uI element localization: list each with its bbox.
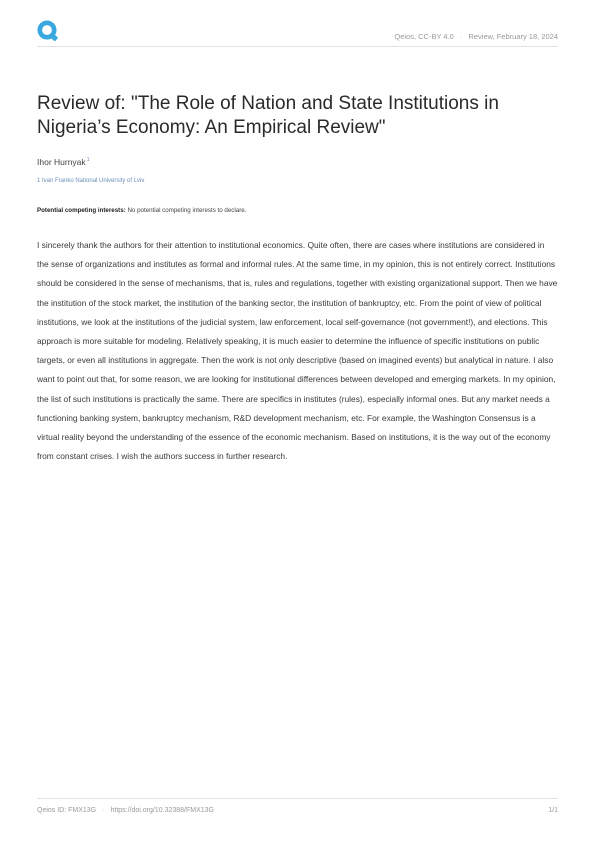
publisher-license: Qeios, CC-BY 4.0 bbox=[394, 32, 454, 41]
qeios-logo-icon[interactable] bbox=[37, 20, 59, 42]
page-title: Review of: "The Role of Nation and State Institutions in Nigeria’s Economy: An Empirical Review" bbox=[37, 93, 499, 138]
author-line bbox=[37, 157, 90, 167]
competing-interests-text: No potential competing interests to declare. bbox=[127, 207, 247, 214]
review-date: Review, February 18, 2024 bbox=[468, 32, 558, 41]
header-separator: · bbox=[459, 32, 463, 41]
qeios-id: Qeios ID: FMX13G bbox=[37, 807, 97, 814]
doi-link[interactable]: https://doi.org/10.32388/FMX13G bbox=[110, 807, 214, 814]
footer-separator: · bbox=[102, 807, 105, 814]
page-footer bbox=[37, 798, 558, 814]
affiliation-mark: 1 bbox=[86, 157, 90, 163]
author-name[interactable]: Ihor Hurnyak bbox=[37, 157, 86, 167]
header-meta bbox=[394, 32, 558, 41]
review-body: I sincerely thank the authors for their attention to institutional economics. Quite often, there are cases where institutions are considered in the sense of organizations and institutes as formal and informal rules. At the same time, in my opinion, this is not entirely correct. Institutions should be considered in the sense of mechanisms, that is, rules and regulations, together with existing organizational support. Then we have the institution of the stock market, the institution of the banking sector, the institution of bankruptcy, etc. From the point of view of political institutions, we look at the institutions of the judicial system, law enforcement, local self-governance (not government!), and elections. This approach is more suitable for modeling. Relatively speaking, it is much easier to determine the influence of specific institutions on public targets, or even all institutions in aggregate. Then the work is not only descriptive (based on imagined events) but analytical in nature. I also want to point out that, for some reason, we are looking for institutional differences between developed and emerging markets. In my opinion, the list of such institutions is practically the same. There are specifics in institutes (rules), especially informal ones. But any market needs a functioning banking system, bankruptcy mechanism, R&D development mechanism, etc. For example, the Washington Consensus is a virtual reality beyond the understanding of the essence of the economic mechanism. Based on institutions, it is the way out of the economy from constant crises. I wish the authors success in further research. bbox=[37, 240, 558, 462]
affiliation: 1 Ivan Franko National University of Lviv bbox=[37, 178, 145, 184]
page-header bbox=[37, 20, 558, 47]
competing-interests-label: Potential competing interests: bbox=[37, 207, 126, 214]
page-number: 1/1 bbox=[548, 807, 558, 814]
competing-interests bbox=[37, 207, 246, 214]
